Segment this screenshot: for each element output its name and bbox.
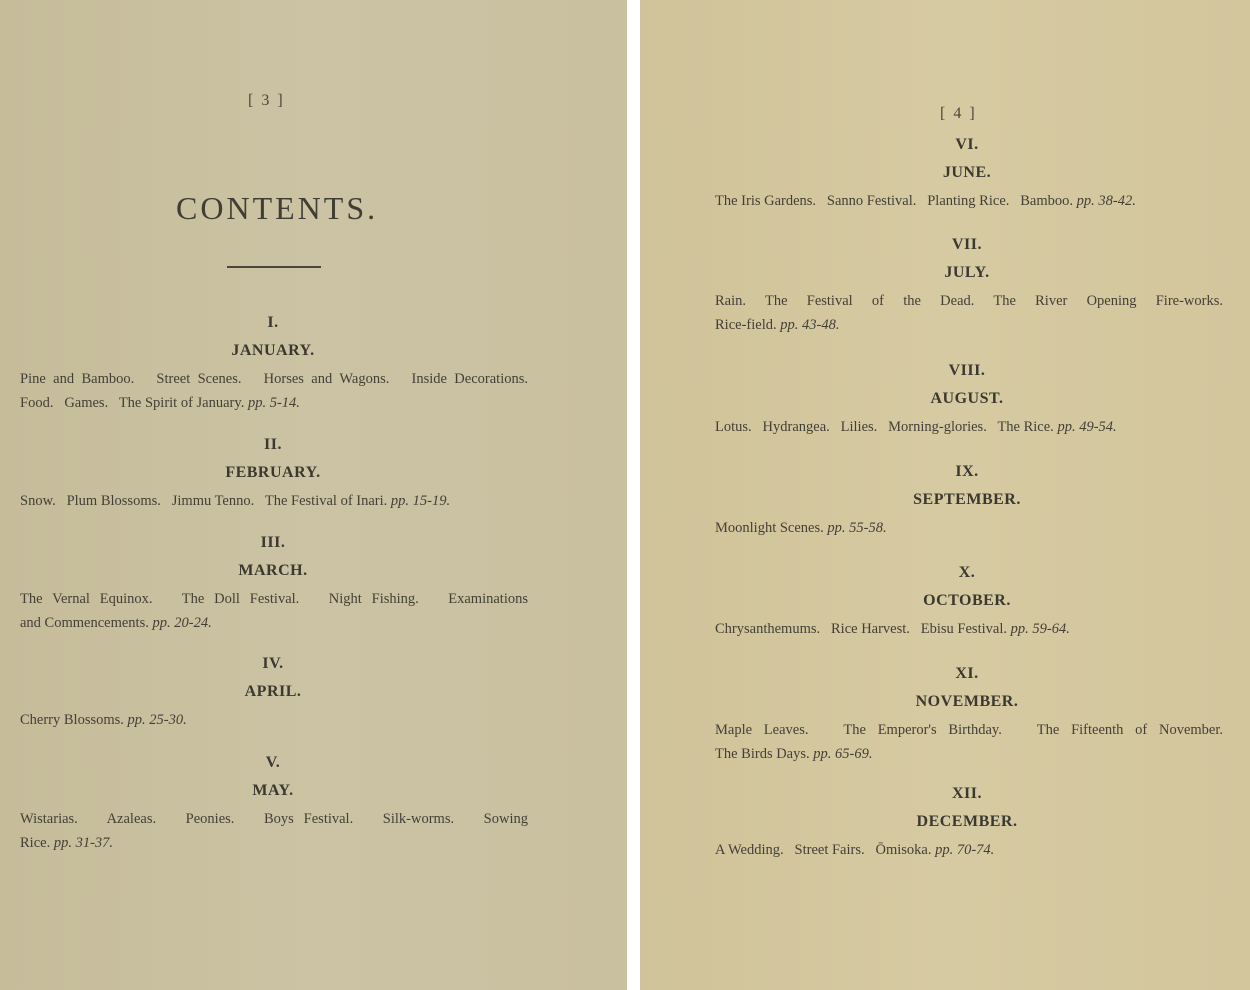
- page-range: pp. 25-30.: [127, 712, 187, 728]
- entry-topics: The Iris Gardens. Sanno Festival. Planting Rice. Bamboo.: [715, 193, 1074, 209]
- section-entry: [20, 708, 528, 732]
- entry-topics: Rain. The Festival of the Dead. The River Opening Fire-works.: [715, 293, 1223, 309]
- page-number: [ 3 ]: [248, 92, 285, 109]
- page-range: pp. 43-48.: [780, 317, 840, 333]
- entry-topics: The Birds Days.: [715, 746, 810, 762]
- page-range: pp. 15-19.: [390, 493, 451, 509]
- section-month-heading: JUNE.: [942, 164, 992, 181]
- entry-topics: Cherry Blossoms.: [20, 712, 124, 728]
- entry-line: [20, 708, 528, 732]
- entry-line: [20, 831, 528, 855]
- page-range: pp. 70-74.: [935, 842, 995, 858]
- page-range: pp. 59-64.: [1010, 621, 1070, 637]
- entry-line: [20, 587, 528, 611]
- entry-topics: Snow. Plum Blossoms. Jimmu Tenno. The Festival of Inari.: [20, 493, 388, 509]
- section-numeral: XII.: [951, 785, 982, 802]
- section-month-heading: AUGUST.: [930, 390, 1004, 407]
- section-entry: [715, 189, 1223, 213]
- page-range: pp. 65-69.: [813, 746, 873, 762]
- entry-line: [715, 189, 1223, 213]
- page-range: pp. 49-54.: [1057, 419, 1117, 435]
- section-entry: [20, 807, 528, 855]
- entry-line: [715, 718, 1223, 742]
- entry-topics: and Commencements.: [20, 615, 149, 631]
- section-entry: [715, 516, 1223, 540]
- entry-line: [20, 391, 528, 415]
- section-month-heading: JULY.: [944, 264, 990, 281]
- page-range: pp. 5-14.: [247, 395, 300, 411]
- entry-line: [20, 489, 528, 513]
- page-range: pp. 38-42.: [1076, 193, 1136, 209]
- section-entry: [20, 587, 528, 635]
- entry-topics: Pine and Bamboo. Street Scenes. Horses and Wagons. Inside Decorations.: [20, 371, 528, 387]
- section-numeral: II.: [264, 436, 282, 453]
- entry-topics: Lotus. Hydrangea. Lilies. Morning-glories. The Rice.: [715, 419, 1054, 435]
- section-numeral: VIII.: [948, 362, 986, 379]
- section-numeral: XI.: [955, 665, 979, 682]
- section-month-heading: SEPTEMBER.: [913, 491, 1021, 508]
- entry-line: [715, 516, 1223, 540]
- section-entry: [715, 415, 1223, 439]
- right-page: [640, 0, 1250, 990]
- section-numeral: IX.: [955, 463, 979, 480]
- section-numeral: I.: [267, 314, 279, 331]
- entry-topics: Rice.: [20, 835, 51, 851]
- entry-line: [715, 289, 1223, 313]
- page-number: [ 4 ]: [940, 105, 977, 122]
- entry-topics: Maple Leaves. The Emperor's Birthday. The Fifteenth of November.: [715, 722, 1223, 738]
- page-range: pp. 55-58.: [827, 520, 887, 536]
- section-numeral: VII.: [951, 236, 982, 253]
- entry-line: [20, 807, 528, 831]
- entry-line: [20, 611, 528, 635]
- page-range: pp. 20-24.: [152, 615, 212, 631]
- entry-line: [20, 367, 528, 391]
- section-month-heading: MARCH.: [238, 562, 308, 579]
- entry-topics: Chrysanthemums. Rice Harvest. Ebisu Festival.: [715, 621, 1007, 637]
- section-month-heading: MAY.: [252, 782, 294, 799]
- entry-line: [715, 313, 1223, 337]
- entry-topics: Rice-field.: [715, 317, 777, 333]
- entry-line: [715, 742, 1223, 766]
- entry-line: [715, 838, 1223, 862]
- title-rule: [227, 266, 321, 268]
- section-entry: [715, 838, 1223, 862]
- entry-topics: Food. Games. The Spirit of January.: [20, 395, 245, 411]
- section-entry: [715, 718, 1223, 766]
- section-numeral: X.: [958, 564, 976, 581]
- section-entry: [715, 289, 1223, 337]
- contents-heading: CONTENTS.: [176, 190, 379, 226]
- section-numeral: III.: [260, 534, 286, 551]
- section-numeral: VI.: [955, 136, 979, 153]
- section-entry: [20, 489, 528, 513]
- section-month-heading: DECEMBER.: [916, 813, 1018, 830]
- entry-topics: Wistarias. Azaleas. Peonies. Boys Festival. Silk-worms. Sowing: [20, 811, 528, 827]
- section-entry: [20, 367, 528, 415]
- page-range: pp. 31-37.: [53, 835, 114, 851]
- section-month-heading: JANUARY.: [231, 342, 315, 359]
- section-month-heading: NOVEMBER.: [915, 693, 1019, 710]
- section-month-heading: FEBRUARY.: [225, 464, 321, 481]
- section-month-heading: APRIL.: [244, 683, 302, 700]
- entry-line: [715, 617, 1223, 641]
- section-entry: [715, 617, 1223, 641]
- entry-topics: Moonlight Scenes.: [715, 520, 824, 536]
- section-numeral: V.: [265, 754, 281, 771]
- section-month-heading: OCTOBER.: [923, 592, 1011, 609]
- entry-topics: A Wedding. Street Fairs. Ōmisoka.: [715, 842, 932, 858]
- entry-line: [715, 415, 1223, 439]
- section-numeral: IV.: [262, 655, 284, 672]
- entry-topics: The Vernal Equinox. The Doll Festival. Night Fishing. Examinations: [20, 591, 528, 607]
